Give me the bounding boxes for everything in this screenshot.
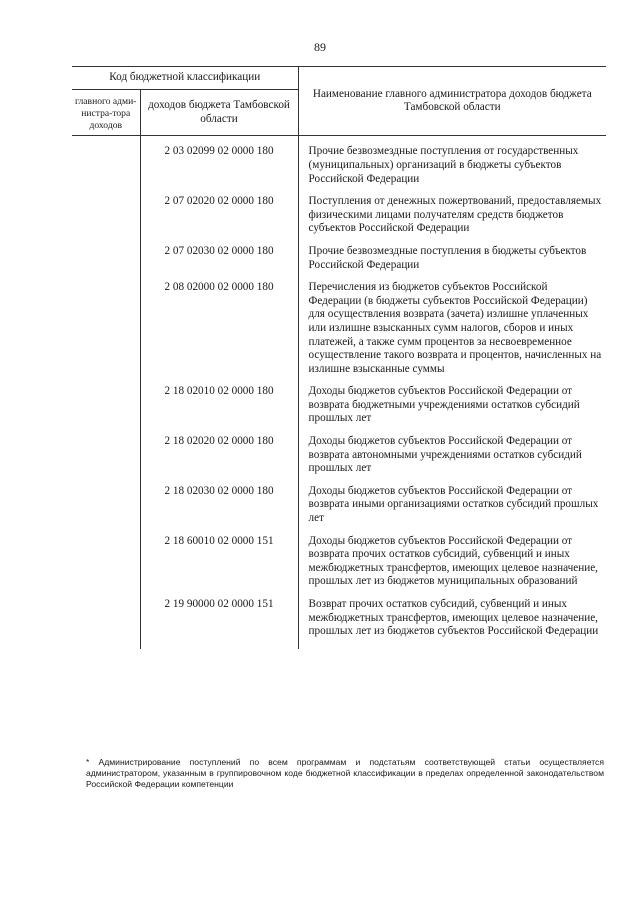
income-name-cell: Прочие безвозмездные поступления в бюджеты субъектов Российской Федерации (308, 244, 587, 271)
admin-code-cell (72, 272, 140, 376)
income-code-cell: 2 18 02030 02 0000 180 (140, 476, 298, 526)
income-code-cell: 2 03 02099 02 0000 180 (140, 136, 298, 186)
page-number: 89 (314, 40, 326, 54)
budget-classification-table (72, 66, 606, 649)
income-name-cell: Возврат прочих остатков субсидий, субвенций и иных межбюджетных трансфертов, имеющих целевое назначение, прошлых лет из бюджетов субъектов Российской Федерации (308, 598, 599, 638)
table-row (72, 186, 606, 236)
income-name-cell: Доходы бюджетов субъектов Российской Федерации от возврата бюджетными учреждениями остатков субсидий прошлых лет (308, 385, 580, 425)
table-row (72, 136, 606, 186)
table-row (72, 526, 606, 589)
table-row (72, 589, 606, 649)
income-code-cell: 2 08 02000 02 0000 180 (140, 272, 298, 376)
income-code-cell: 2 18 02010 02 0000 180 (140, 376, 298, 426)
admin-code-cell (72, 186, 140, 236)
income-code-cell: 2 19 90000 02 0000 151 (140, 589, 298, 649)
table-row (72, 476, 606, 526)
table-row (72, 376, 606, 426)
footnote: * Администрирование поступлений по всем программам и подстатьям соответствующей статьи осуществляется администратором, указанным в группировочном коде бюджетной классификации в пределах определенной законодательством Российской Федерации компетенции (86, 757, 604, 789)
table-row (72, 272, 606, 376)
income-name-cell: Перечисления из бюджетов субъектов Российской Федерации (в бюджеты субъектов Российской Федерации) для осуществления возврата (зачета) излишне уплаченных или излишне взысканных сумм налогов, сборов и иных платежей, а также сумм процентов за несвоевременное осуществление такого возврата и процентов, начисленных на излишне взысканные суммы (308, 281, 602, 375)
admin-code-cell (72, 589, 140, 649)
income-code-cell: 2 18 60010 02 0000 151 (140, 526, 298, 589)
admin-code-cell (72, 476, 140, 526)
income-name-cell: Доходы бюджетов субъектов Российской Федерации от возврата иными организациями остатков субсидий прошлых лет (308, 484, 599, 525)
table-row (72, 236, 606, 272)
income-code-cell: 2 07 02030 02 0000 180 (140, 236, 298, 272)
income-name-cell: Доходы бюджетов субъектов Российской Федерации от возврата автономными учреждениями остатков субсидий прошлых лет (308, 435, 582, 475)
header-main-administrator: главного адми-нистра-тора доходов (72, 90, 140, 136)
admin-code-cell (72, 526, 140, 589)
income-name-cell: Доходы бюджетов субъектов Российской Федерации от возврата прочих остатков субсидий, субвенций и иных межбюджетных трансфертов, имеющих целевое назначение, прошлых лет из бюджетов муниципальных образований (308, 534, 598, 588)
income-code-cell: 2 07 02020 02 0000 180 (140, 186, 298, 236)
header-income-code: доходов бюджета Тамбовской области (140, 90, 298, 136)
admin-code-cell (72, 236, 140, 272)
income-code-cell: 2 18 02020 02 0000 180 (140, 426, 298, 476)
table-row (72, 426, 606, 476)
income-name-cell: Прочие безвозмездные поступления от государственных (муниципальных) организаций в бюджеты субъектов Российской Федерации (308, 145, 579, 185)
admin-code-cell (72, 136, 140, 186)
header-code-group: Код бюджетной классификации (72, 67, 298, 90)
header-administrator-name: Наименование главного администратора доходов бюджета Тамбовской области (298, 67, 606, 136)
table-body (72, 136, 606, 649)
admin-code-cell (72, 376, 140, 426)
income-name-cell: Поступления от денежных пожертвований, предоставляемых физическими лицами получателям средств бюджетов субъектов Российской Федерации (308, 195, 602, 235)
admin-code-cell (72, 426, 140, 476)
